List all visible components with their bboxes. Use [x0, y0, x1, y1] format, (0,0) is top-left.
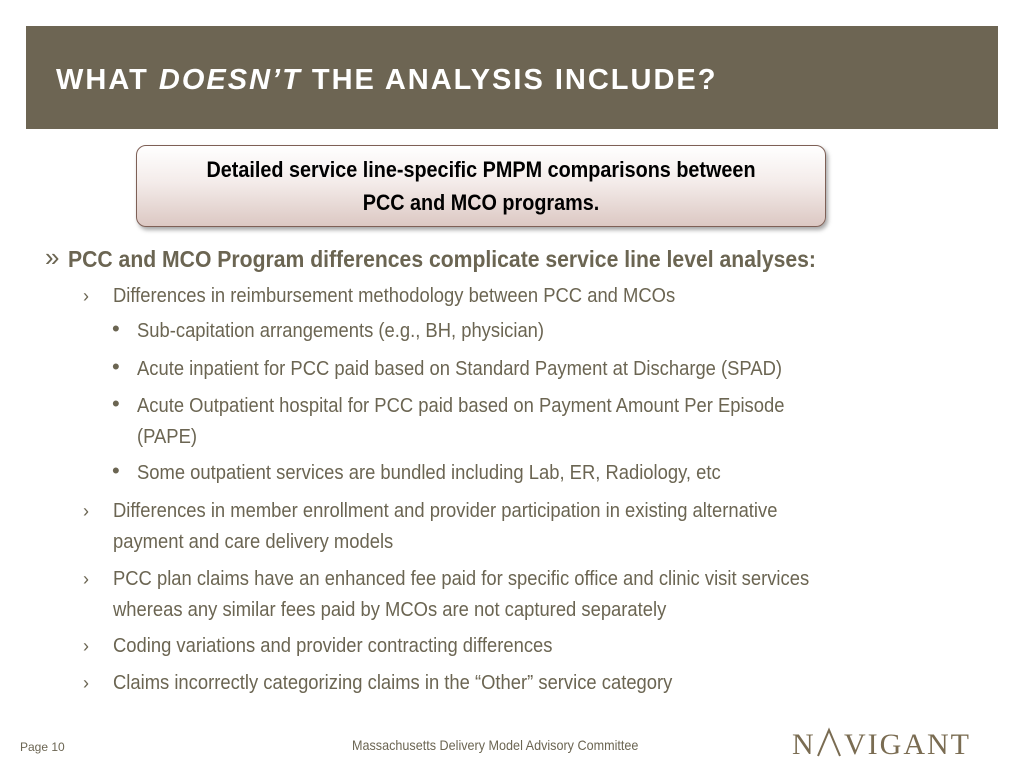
- sub-bullet-text: Claims incorrectly categorizing claims in the “Other” service category: [113, 672, 673, 694]
- sub-bullet-marker: ›: [83, 286, 89, 306]
- dot-bullet-text: Some outpatient services are bundled including Lab, ER, Radiology, etc: [137, 462, 721, 484]
- sub-bullet: [83, 668, 721, 699]
- sub-bullet-text: Coding variations and provider contracting differences: [113, 635, 553, 657]
- dot-bullet: [112, 354, 838, 385]
- callout-line-1: Detailed service line-specific PMPM comparisons between: [206, 157, 756, 182]
- dot-bullet-text: Sub-capitation arrangements (e.g., BH, physician): [137, 320, 545, 342]
- sub-bullet-marker: ›: [83, 569, 89, 589]
- sub-bullet-continuation: [83, 527, 418, 558]
- sub-bullet-continuation: [83, 595, 714, 626]
- sub-bullet: [83, 496, 835, 527]
- dot-bullet-marker: •: [112, 354, 120, 379]
- sub-bullet-text: whereas any similar fees paid by MCOs are not captured separately: [113, 599, 667, 621]
- logo-letter-n: N: [792, 728, 816, 758]
- dot-bullet: [112, 391, 841, 422]
- dot-bullet-text: Acute inpatient for PCC paid based on Standard Payment at Discharge (SPAD): [137, 358, 783, 380]
- footer-committee: Massachusetts Delivery Model Advisory Committee: [352, 737, 639, 753]
- logo-chevron-icon: [818, 730, 840, 756]
- dot-bullet-text: Acute Outpatient hospital for PCC paid based on Payment Amount Per Episode: [137, 395, 785, 417]
- sub-bullet-text: payment and care delivery models: [113, 531, 394, 553]
- sub-bullet-text: Differences in reimbursement methodology between PCC and MCOs: [113, 285, 676, 307]
- dot-bullet-marker: •: [112, 316, 120, 341]
- sub-bullet: [83, 564, 870, 595]
- title-part-1: WHAT: [56, 64, 159, 96]
- main-bullet: [45, 242, 881, 273]
- sub-bullet: [83, 631, 591, 662]
- navigant-logo: [782, 726, 982, 758]
- dot-bullet: [112, 458, 771, 489]
- dot-bullet-text: (PAPE): [137, 426, 197, 448]
- logo-letters-vigant: VIGANT: [844, 728, 971, 758]
- sub-bullet-text: PCC plan claims have an enhanced fee paid for specific office and clinic visit services: [113, 568, 810, 590]
- page-number: Page 10: [20, 740, 65, 754]
- sub-bullet-text: Differences in member enrollment and provider participation in existing alternative: [113, 500, 778, 522]
- dot-bullet-marker: •: [112, 391, 120, 416]
- dot-bullet: [112, 316, 579, 347]
- callout-line-2: PCC and MCO programs.: [362, 190, 600, 215]
- dot-bullet-marker: •: [112, 458, 120, 483]
- title-part-2: THE ANALYSIS INCLUDE?: [301, 64, 718, 96]
- main-bullet-marker: »: [45, 242, 60, 272]
- main-bullet-text: PCC and MCO Program differences complicate service line level analyses:: [68, 246, 816, 272]
- sub-bullet: [83, 281, 724, 312]
- dot-bullet-continuation: [112, 422, 202, 453]
- title-emphasis: DOESN’T: [158, 64, 302, 96]
- sub-bullet-marker: ›: [83, 501, 89, 521]
- sub-bullet-marker: ›: [83, 636, 89, 656]
- sub-bullet-marker: ›: [83, 673, 89, 693]
